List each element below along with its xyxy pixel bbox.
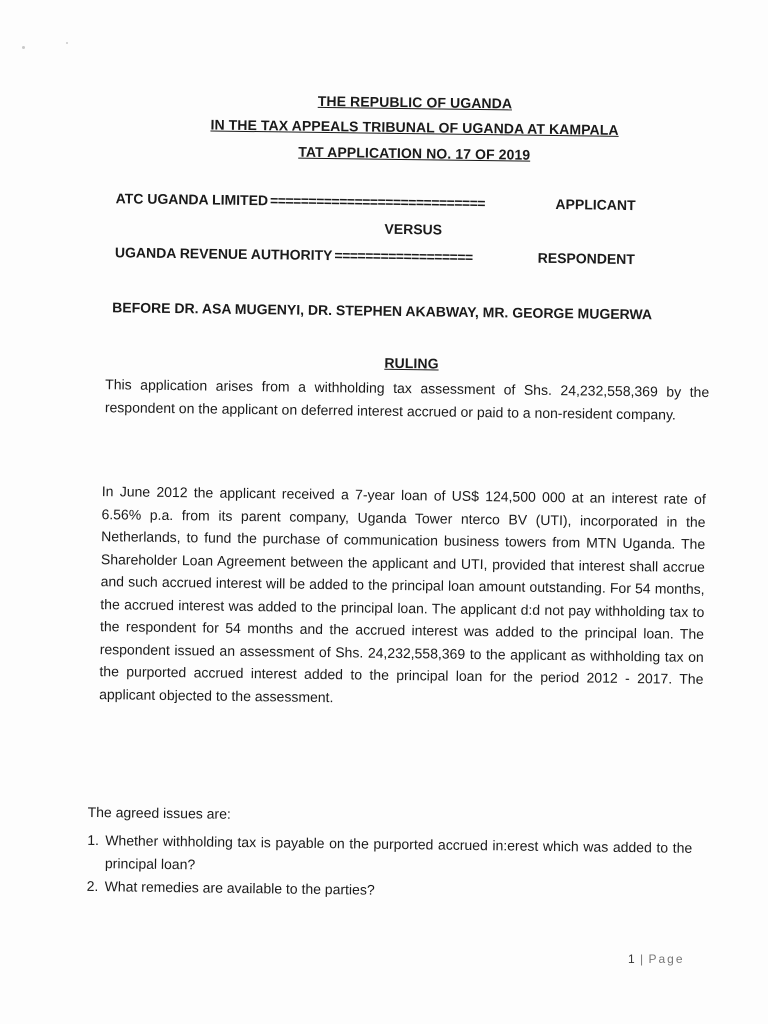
respondent-separator: ================== bbox=[334, 247, 473, 265]
respondent-name: UGANDA REVENUE AUTHORITY bbox=[114, 244, 333, 264]
issue-number: 2. bbox=[86, 877, 99, 895]
issue-text: What remedies are available to the parties? bbox=[104, 878, 375, 898]
versus-label: VERSUS bbox=[384, 220, 443, 238]
issues-title: The agreed issues are: bbox=[87, 803, 231, 822]
issue-item-1 bbox=[87, 829, 693, 882]
header-republic: THE REPUBLIC OF UGANDA bbox=[317, 92, 513, 112]
issue-number: 1. bbox=[87, 831, 100, 849]
ruling-paragraph-1: This application arises from a withholding tax assessment of Shs. 24,232,558,369 by the respondent on the applicant on deferred interest accrued or paid to a non-resident company. bbox=[104, 376, 710, 423]
respondent-line bbox=[115, 244, 635, 267]
header-tribunal: IN THE TAX APPEALS TRIBUNAL OF UGANDA AT KAMPALA bbox=[210, 116, 619, 138]
applicant-separator: ============================ bbox=[269, 192, 486, 212]
ruling-title: RULING bbox=[384, 354, 439, 372]
page-word: Page bbox=[648, 952, 685, 966]
page-number: 1 bbox=[628, 952, 636, 966]
page-separator: | bbox=[640, 952, 645, 966]
applicant-line bbox=[116, 190, 636, 213]
respondent-role: RESPONDENT bbox=[537, 249, 636, 268]
page-footer bbox=[628, 952, 685, 966]
applicant-name: ATC UGANDA LIMITED bbox=[115, 190, 269, 209]
issue-text: Whether withholding tax is payable on the purported accrued in:erest which was added to the principal loan? bbox=[104, 832, 693, 872]
header-application-no: TAT APPLICATION NO. 17 OF 2019 bbox=[298, 143, 531, 163]
ruling-paragraph-2: In June 2012 the applicant received a 7-year loan of US$ 124,500 000 at an interest rate of 6.56% p.a. from its parent company, Uganda Tower nterco BV (UTI), incorporated in the Netherlands, to fund the purchase of communication business towers from MTN Uganda. The Shareholder Loan Agreement between the applicant and UTI, provided that interest shall accrue and such accrued interest will be added to the principal loan amount outstanding. For 54 months, the accrued interest was added to the principal loan. The applicant d:d not pay withholding tax to the respondent for 54 months and the accrued interest was added to the principal loan. The respondent issued an assessment of Shs. 24,232,558,369 to the applicant as withholding tax on the purported accrued interest added to the principal loan for the period 2012 - 2017. The applicant objected to the assessment. bbox=[99, 483, 706, 705]
applicant-role: APPLICANT bbox=[555, 196, 636, 214]
bench-members: BEFORE DR. ASA MUGENYI, DR. STEPHEN AKABWAY, MR. GEORGE MUGERWA bbox=[112, 299, 653, 323]
